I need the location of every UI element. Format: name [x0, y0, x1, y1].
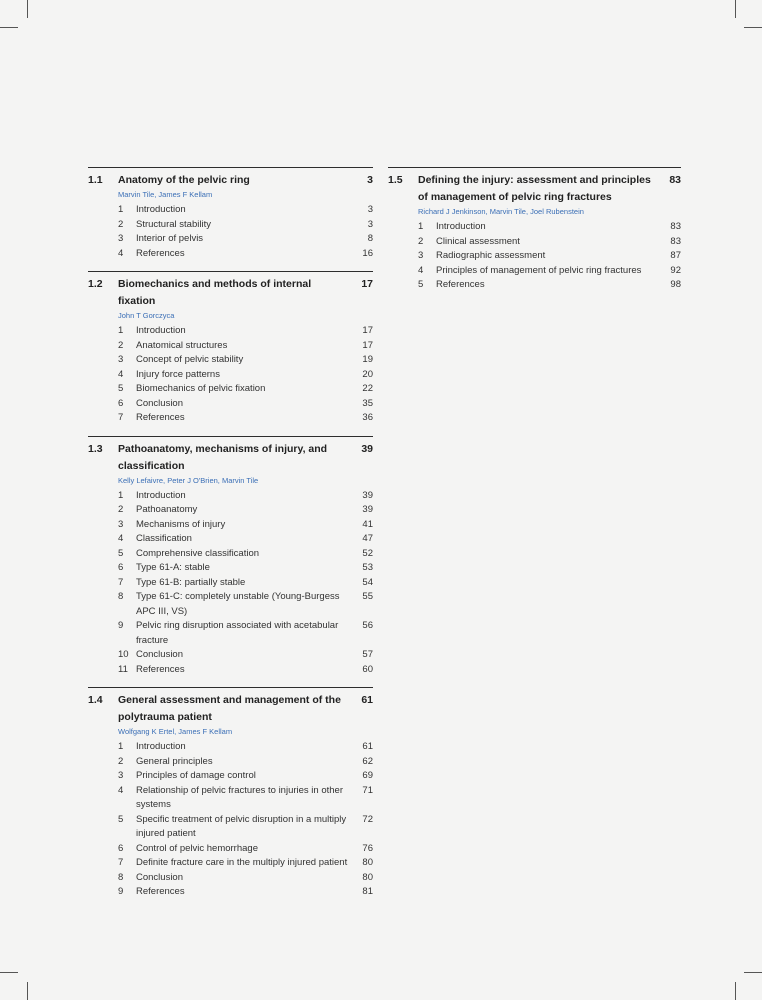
chapter-authors: Richard J Jenkinson, Marvin Tile, Joel Rubenstein — [418, 207, 584, 216]
section-page: 62 — [362, 755, 373, 767]
toc-section-row[interactable] — [88, 561, 373, 576]
chapter-heading[interactable] — [88, 692, 373, 726]
chapter-title: Biomechanics and methods of internal fixation — [118, 278, 312, 307]
toc-section-row[interactable] — [388, 220, 681, 235]
toc-section-row[interactable] — [88, 885, 373, 900]
section-number: 1 — [118, 741, 124, 752]
chapter-heading[interactable] — [88, 172, 373, 189]
toc-section-row[interactable] — [88, 590, 373, 619]
section-number: 4 — [118, 533, 124, 544]
section-title: References — [136, 412, 185, 423]
section-page: 80 — [362, 857, 373, 868]
section-number: 1 — [118, 489, 124, 501]
toc-section-row[interactable] — [88, 353, 373, 368]
section-title: Introduction — [436, 221, 486, 232]
toc-section-row[interactable] — [88, 871, 373, 886]
crop-mark — [735, 982, 736, 1000]
section-number: 4 — [418, 264, 424, 276]
toc-section-row[interactable] — [88, 813, 373, 842]
toc-section-row[interactable] — [88, 842, 373, 857]
chapter-number: 1.3 — [88, 442, 103, 455]
section-page: 41 — [362, 518, 373, 530]
section-page: 53 — [362, 562, 373, 573]
toc-section-row[interactable] — [88, 663, 373, 678]
chapter-heading[interactable] — [388, 172, 681, 206]
section-page: 17 — [362, 325, 373, 336]
section-page: 35 — [362, 397, 373, 409]
section-number: 7 — [118, 857, 124, 868]
section-title: Clinical assessment — [436, 235, 520, 247]
section-number: 4 — [118, 247, 124, 259]
section-page: 3 — [367, 218, 373, 230]
toc-section-row[interactable] — [388, 235, 681, 250]
section-page: 16 — [362, 247, 373, 259]
chapter-authors: Wolfgang K Ertel, James F Kellam — [118, 727, 233, 736]
toc-section-row[interactable] — [388, 278, 681, 293]
toc-chapter — [388, 167, 681, 293]
section-number: 9 — [118, 886, 124, 897]
section-number: 4 — [118, 368, 124, 380]
section-title: Introduction — [136, 741, 186, 752]
section-number: 5 — [118, 383, 124, 394]
chapter-page: 39 — [361, 442, 373, 455]
toc-section-row[interactable] — [88, 769, 373, 784]
section-page: 87 — [670, 250, 681, 261]
chapter-heading[interactable] — [88, 276, 373, 310]
section-title: Mechanisms of injury — [136, 518, 226, 530]
section-number: 2 — [118, 504, 124, 515]
chapter-number: 1.5 — [388, 174, 403, 186]
section-title: Conclusion — [136, 397, 183, 409]
section-title: Anatomical structures — [136, 339, 228, 351]
section-number: 3 — [118, 354, 124, 365]
toc-section-row[interactable] — [88, 648, 373, 663]
chapter-title: Anatomy of the pelvic ring — [118, 174, 250, 186]
section-title: Biomechanics of pelvic fixation — [136, 383, 266, 394]
toc-section-row[interactable] — [388, 249, 681, 264]
section-number: 8 — [118, 871, 124, 883]
toc-section-row[interactable] — [88, 619, 373, 648]
section-page: 22 — [362, 383, 373, 394]
section-title: Type 61-C: completely unstable (Young-Burgess APC III, VS) — [136, 591, 340, 617]
section-title: Conclusion — [136, 649, 183, 660]
chapter-title: Pathoanatomy, mechanisms of injury, and classification — [118, 442, 328, 472]
section-title: Specific treatment of pelvic disruption in a multiply injured patient — [136, 813, 347, 839]
section-title: Concept of pelvic stability — [136, 354, 244, 365]
section-title: Radiographic assessment — [436, 250, 546, 261]
section-number: 2 — [118, 755, 124, 767]
crop-mark — [735, 0, 736, 18]
section-number: 7 — [118, 412, 124, 423]
chapter-page: 3 — [367, 174, 373, 186]
section-title: Control of pelvic hemorrhage — [136, 842, 258, 854]
chapter-title: General assessment and management of the polytrauma patient — [118, 694, 341, 723]
chapter-page: 17 — [361, 278, 373, 290]
section-page: 76 — [362, 842, 373, 854]
chapter-title: Defining the injury: assessment and principles of management of pelvic ring fractures — [418, 174, 651, 203]
crop-mark — [27, 982, 28, 1000]
section-title: Type 61-B: partially stable — [136, 576, 246, 588]
section-number: 11 — [118, 663, 128, 675]
section-title: Interior of pelvis — [136, 233, 204, 244]
section-title: Pathoanatomy — [136, 504, 198, 515]
section-page: 83 — [670, 235, 681, 247]
section-number: 6 — [118, 397, 124, 409]
section-number: 3 — [418, 250, 424, 261]
section-page: 54 — [362, 576, 373, 588]
section-title: Conclusion — [136, 871, 183, 883]
crop-mark — [0, 972, 18, 973]
section-title: References — [136, 663, 185, 675]
section-page: 80 — [362, 871, 373, 883]
section-number: 1 — [418, 221, 424, 232]
section-page: 3 — [367, 204, 373, 215]
toc-section-row[interactable] — [88, 740, 373, 755]
chapter-number: 1.1 — [88, 174, 103, 186]
toc-section-row[interactable] — [88, 324, 373, 339]
section-page: 60 — [362, 663, 373, 675]
section-number: 3 — [118, 233, 124, 244]
toc-section-row[interactable] — [88, 247, 373, 262]
toc-section-row[interactable] — [88, 576, 373, 591]
section-title: Definite fracture care in the multiply injured patient — [136, 857, 348, 868]
section-page: 20 — [362, 368, 373, 380]
chapter-authors: Marvin Tile, James F Kellam — [118, 190, 213, 199]
toc-column-left — [88, 167, 373, 910]
section-page: 98 — [670, 279, 681, 290]
section-title: Classification — [136, 533, 192, 544]
toc-chapter — [88, 271, 373, 426]
section-page: 39 — [362, 504, 373, 515]
toc-section-row[interactable] — [88, 339, 373, 354]
section-page: 39 — [362, 489, 373, 501]
toc-section-row[interactable] — [88, 784, 373, 813]
chapter-authors: Kelly Lefaivre, Peter J O'Brien, Marvin Tile — [118, 475, 259, 485]
section-page: 36 — [362, 412, 373, 423]
section-page: 61 — [362, 741, 373, 752]
section-number: 2 — [118, 218, 124, 230]
section-title: Comprehensive classification — [136, 547, 260, 559]
section-title: References — [136, 886, 185, 897]
section-title: Pelvic ring disruption associated with acetabular fracture — [136, 620, 339, 646]
section-page: 57 — [362, 649, 373, 660]
section-number: 9 — [118, 620, 124, 631]
chapter-authors: John T Gorczyca — [118, 311, 175, 320]
toc-section-row[interactable] — [88, 503, 373, 518]
section-number: 4 — [118, 784, 124, 796]
section-title: Injury force patterns — [136, 368, 220, 380]
section-title: Principles of management of pelvic ring fractures — [436, 264, 642, 276]
section-title: General principles — [136, 755, 213, 767]
chapter-heading[interactable] — [88, 441, 373, 475]
section-title: Introduction — [136, 325, 186, 336]
section-number: 6 — [118, 562, 124, 573]
section-page: 8 — [367, 233, 373, 244]
section-number: 2 — [418, 235, 424, 247]
section-title: Principles of damage control — [136, 770, 256, 781]
section-number: 7 — [118, 576, 124, 588]
crop-mark — [744, 972, 762, 973]
crop-mark — [0, 27, 18, 28]
toc-section-row[interactable] — [88, 232, 373, 247]
section-page: 83 — [670, 221, 681, 232]
section-page: 55 — [362, 591, 373, 602]
section-number: 2 — [118, 339, 124, 351]
toc-section-row[interactable] — [88, 411, 373, 426]
section-page: 52 — [362, 547, 373, 559]
section-page: 81 — [362, 886, 373, 897]
chapter-number: 1.4 — [88, 694, 103, 706]
toc-section-row[interactable] — [88, 203, 373, 218]
toc-column-right — [388, 167, 681, 303]
toc-section-row[interactable] — [88, 218, 373, 233]
section-page: 69 — [362, 770, 373, 781]
toc-section-row[interactable] — [88, 755, 373, 770]
toc-chapter — [88, 167, 373, 261]
section-title: Structural stability — [136, 218, 211, 230]
section-page: 92 — [670, 264, 681, 276]
crop-mark — [27, 0, 28, 18]
toc-section-row[interactable] — [88, 547, 373, 562]
toc-section-row[interactable] — [88, 532, 373, 547]
section-title: Relationship of pelvic fractures to injuries in other systems — [136, 784, 343, 810]
section-title: References — [136, 247, 185, 259]
section-number: 3 — [118, 518, 124, 530]
toc-chapter — [88, 687, 373, 900]
chapter-number: 1.2 — [88, 278, 103, 290]
section-number: 3 — [118, 770, 124, 781]
toc-section-row[interactable] — [88, 518, 373, 533]
section-number: 5 — [418, 279, 424, 290]
toc-section-row[interactable] — [88, 489, 373, 504]
section-title: Type 61-A: stable — [136, 562, 210, 573]
section-number: 5 — [118, 813, 124, 825]
chapter-page: 61 — [361, 694, 373, 706]
section-title: References — [436, 279, 485, 290]
toc-section-row[interactable] — [388, 264, 681, 279]
toc-section-row[interactable] — [88, 368, 373, 383]
section-page: 19 — [362, 354, 373, 365]
section-page: 72 — [362, 813, 373, 825]
section-number: 10 — [118, 649, 129, 660]
section-page: 71 — [362, 784, 373, 796]
section-number: 1 — [118, 325, 124, 336]
toc-section-row[interactable] — [88, 397, 373, 412]
section-title: Introduction — [136, 204, 186, 215]
section-number: 1 — [118, 204, 124, 215]
section-title: Introduction — [136, 489, 186, 501]
toc-section-row[interactable] — [88, 382, 373, 397]
section-page: 47 — [362, 533, 373, 544]
section-page: 56 — [362, 620, 373, 631]
chapter-page: 83 — [669, 174, 681, 186]
toc-section-row[interactable] — [88, 856, 373, 871]
section-number: 6 — [118, 842, 124, 854]
crop-mark — [744, 27, 762, 28]
section-page: 17 — [362, 339, 373, 351]
toc-chapter — [88, 436, 373, 678]
section-number: 8 — [118, 591, 124, 602]
section-number: 5 — [118, 547, 124, 559]
